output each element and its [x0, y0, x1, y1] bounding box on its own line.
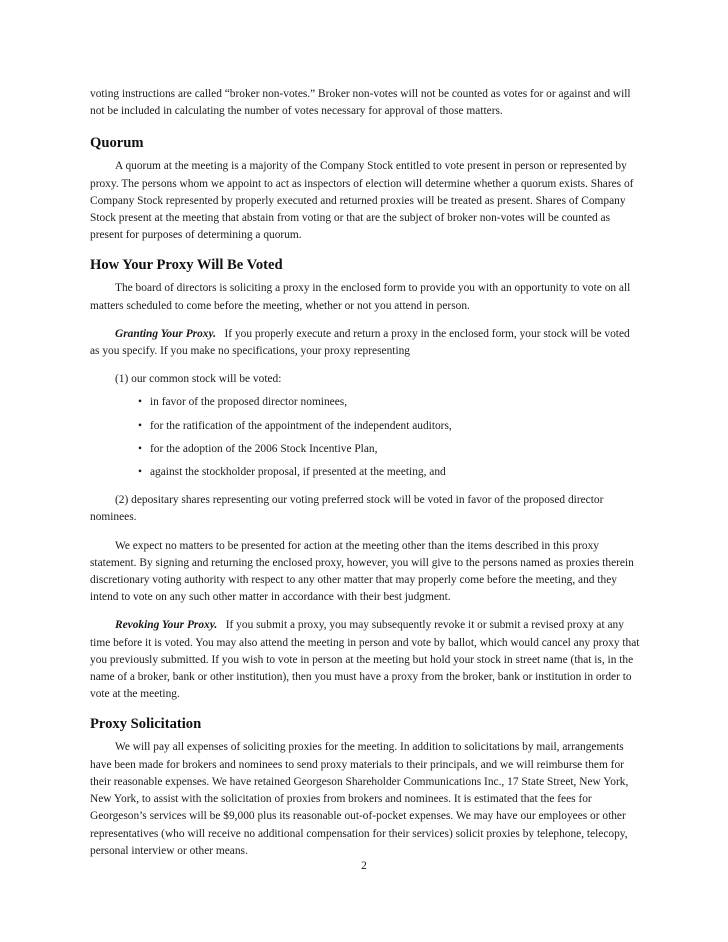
page-number: 2: [361, 860, 367, 872]
bullet-list-item: [90, 418, 642, 435]
document-page: [90, 86, 642, 860]
bullet-glyph: •: [138, 466, 142, 479]
granting-text: If you properly execute and return a proxy in the enclosed form, your stock will be voted as you specify. If you make no specifications, your proxy representing: [90, 327, 630, 358]
bullet-list-item: [90, 464, 642, 481]
revoking-paragraph: [90, 617, 642, 703]
quorum-heading: Quorum: [90, 135, 144, 152]
bullet-text: for the adoption of the 2006 Stock Incentive Plan,: [150, 442, 378, 455]
granting-paragraph: [90, 326, 642, 360]
granting-label: Granting Your Proxy.: [115, 327, 216, 340]
bullet-glyph: •: [138, 442, 142, 455]
voting-intro-paragraph: The board of directors is soliciting a proxy in the enclosed form to provide you with an opportunity to vote on all matters scheduled to come before the meeting, whether or not you attend in person.: [90, 282, 631, 312]
bullet-glyph: •: [138, 396, 142, 409]
bullet-text: against the stockholder proposal, if presented at the meeting, and: [150, 466, 446, 479]
voting-heading: How Your Proxy Will Be Voted: [90, 257, 283, 274]
voting-item-2: (2) depositary shares representing our voting preferred stock will be voted in favor of the proposed director nominees.: [90, 494, 604, 524]
bullet-list-item: [90, 441, 642, 458]
bullet-list-item: [90, 394, 642, 411]
quorum-paragraph: A quorum at the meeting is a majority of the Company Stock entitled to vote present in person or represented by proxy. The persons whom we appoint to act as inspectors of election will determine whether a quorum exists. Shares of Company Stock represented by properly executed and returned proxies will be treated as present. Shares of Company Stock present at the meeting that abstain from voting or that are the subject of broker non-votes will be counted as present for purposes of determining a quorum.: [90, 160, 634, 242]
intro-paragraph: voting instructions are called “broker non-votes.” Broker non-votes will not be counted as votes for or against and will not be included in calculating the number of votes necessary for approval of those matters.: [90, 88, 631, 118]
solicitation-heading: Proxy Solicitation: [90, 716, 202, 733]
bullet-text: for the ratification of the appointment of the independent auditors,: [150, 419, 452, 432]
revoking-text: If you submit a proxy, you may subsequently revoke it or submit a revised proxy at any time before it is voted. You may also attend the meeting in person and vote by ballot, which would cancel any proxy that you previously submitted. If you wish to vote in person at the meeting but hold your stock in street name (that is, in the name of a broker, bank or other institution), then you must have a proxy from the broker, bank or institution in order to vote at the meeting.: [90, 619, 640, 701]
revoking-label: Revoking Your Proxy.: [115, 619, 218, 632]
other-matters-paragraph: We expect no matters to be presented for action at the meeting other than the items described in this proxy statement. By signing and returning the enclosed proxy, however, you will give to the persons named as proxies therein discretionary voting authority with respect to any other matter that may properly come before the meeting, and they intend to vote on any such other matter in accordance with their best judgment.: [90, 539, 634, 604]
bullet-glyph: •: [138, 419, 142, 432]
voting-item-1: (1) our common stock will be voted:: [115, 373, 282, 386]
solicitation-paragraph: We will pay all expenses of soliciting proxies for the meeting. In addition to solicitations by mail, arrangements have been made for brokers and nominees to send proxy materials to their principals, and we will reimburse them for their reasonable expenses. We have retained Georgeson Shareholder Communications Inc., 17 State Street, New York, New York, to assist with the solicitation of proxies from brokers and nominees. It is estimated that the fees for Georgeson’s services will be $9,000 plus its reasonable out-of-pocket expenses. We may have our employees or other representatives (who will receive no additional compensation for their services) solicit proxies by telephone, telecopy, personal interview or other means.: [90, 741, 629, 857]
bullet-text: in favor of the proposed director nominees,: [150, 396, 348, 409]
